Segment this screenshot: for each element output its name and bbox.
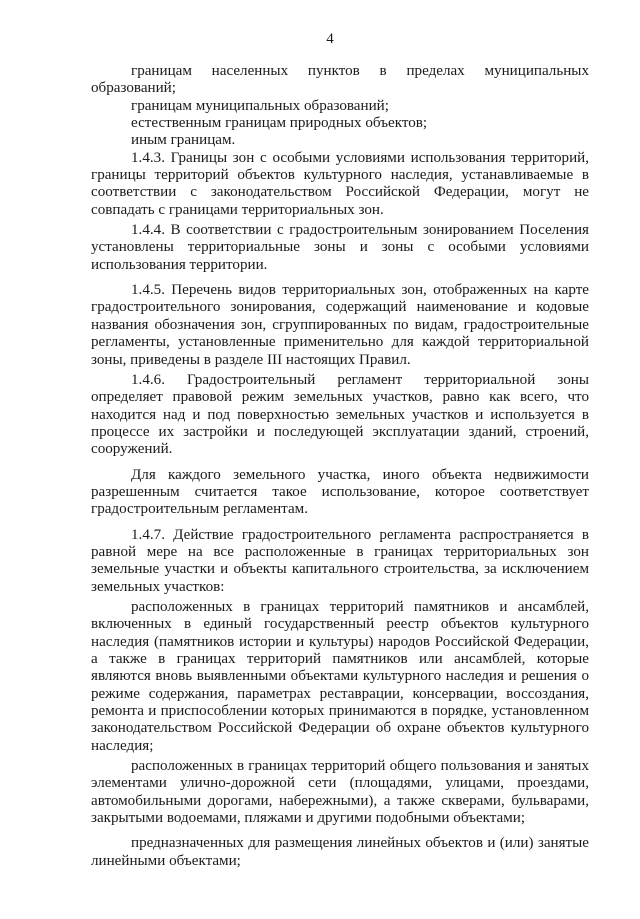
clause-1-4-3: 1.4.3. Границы зон с особыми условиями использования территорий, границы территорий объектов культурного наследия, устанавливаемые в соответствии с законодательством Российской Федерации, могут не совпадать с границами территориальных зон. bbox=[91, 149, 589, 218]
exception-public-territories: расположенных в границах территорий общего пользования и занятых элементами улично-дорожной сети (площадями, улицами, проездами, автомобильными дорогами, набережными), а также скверами, бульварами, закрытыми водоемами, пляжами и другими подобными объектами; bbox=[91, 758, 589, 827]
exception-linear-objects: предназначенных для размещения линейных объектов и (или) занятые линейными объектами; bbox=[91, 835, 589, 869]
list-item-natural-borders: естественным границам природных объектов; bbox=[131, 115, 428, 132]
list-item-municipal-borders: границам муниципальных образований; bbox=[131, 97, 389, 114]
list-item-settlement-borders: границам населенных пунктов в пределах муниципальных образований; bbox=[91, 63, 589, 97]
document-body bbox=[91, 63, 589, 870]
clause-1-4-4: 1.4.4. В соответствии с градостроительным зонированием Поселения установлены территориальные зоны и зоны с особыми условиями использования территории. bbox=[91, 222, 589, 273]
clause-1-4-6-permitted-use: Для каждого земельного участка, иного объекта недвижимости разрешенным считается такое использование, которое соответствует градостроительным регламентам. bbox=[91, 466, 589, 518]
list-item-other-borders: иным границам. bbox=[131, 132, 236, 149]
page-number: 4 bbox=[326, 31, 334, 47]
clause-1-4-6: 1.4.6. Градостроительный регламент территориальной зоны определяет правовой режим земельных участков, равно как всего, что находится над и под поверхностью земельных участков и используется в процессе их застройки и последующей эксплуатации зданий, строений, сооружений. bbox=[91, 371, 589, 458]
exception-cultural-heritage: расположенных в границах территорий памятников и ансамблей, включенных в единый государственный реестр объектов культурного наследия (памятников истории и культуры) народов Российской Федерации, а также в границах территорий памятников или ансамблей, которые являются вновь выявленными объектами культурного наследия и решения о режиме содержания, параметрах реставрации, консервации, воссоздания, ремонта и приспособлении которых принимаются в порядке, установленном законодательством Российской Федерации об охране объектов культурного наследия; bbox=[91, 598, 589, 754]
clause-1-4-5: 1.4.5. Перечень видов территориальных зон, отображенных на карте градостроительного зонирования, содержащий наименование и кодовые названия обозначения зон, сгруппированных по видам, градостроительные регламенты, установленные применительно для каждой территориальной зоны, приведены в разделе III настоящих Правил. bbox=[91, 282, 589, 368]
clause-1-4-7: 1.4.7. Действие градостроительного регламента распространяется в равной мере на все расположенные в границах территориальных зон земельные участки и объекты капитального строительства, за исключением земельных участков: bbox=[91, 526, 589, 595]
